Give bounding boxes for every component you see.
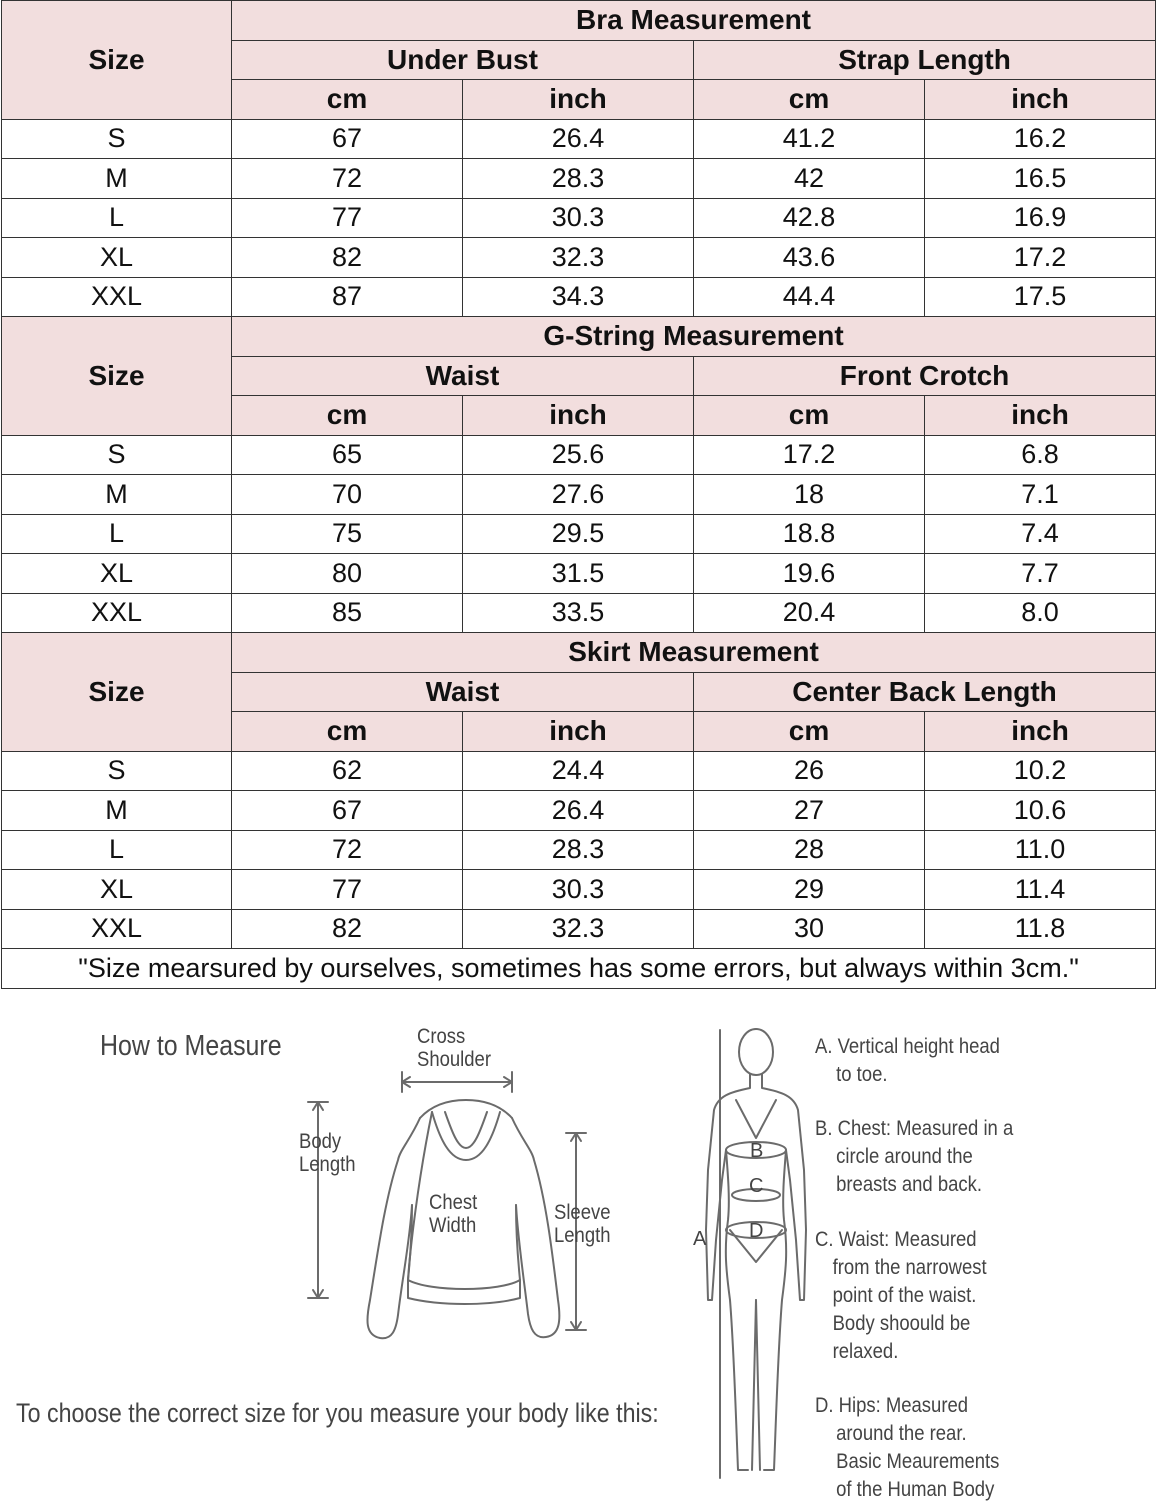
value-cell: 62 [232, 751, 463, 791]
value-cell: 32.3 [463, 238, 694, 278]
group-header: Front Crotch [694, 356, 1156, 396]
description-c [815, 1226, 1026, 1366]
description-line: D. Hips: Measured [815, 1394, 969, 1417]
value-cell: 75 [232, 514, 463, 554]
unit-header: inch [925, 80, 1156, 120]
description-b [815, 1115, 1026, 1199]
table-row [2, 751, 1156, 791]
value-cell: 80 [232, 554, 463, 594]
unit-header: cm [694, 80, 925, 120]
value-cell: 42.8 [694, 198, 925, 238]
description-line: circle around the [836, 1145, 973, 1168]
value-cell: 34.3 [463, 277, 694, 317]
unit-header: inch [463, 712, 694, 752]
unit-header: inch [463, 80, 694, 120]
size-cell: S [2, 435, 232, 475]
value-cell: 77 [232, 870, 463, 910]
size-cell: XL [2, 870, 232, 910]
cross-shoulder-label-line: Shoulder [417, 1048, 491, 1071]
body-length-label [299, 1130, 356, 1176]
description-line: Body shoould be [832, 1312, 971, 1335]
chest-width-label-line: Chest [429, 1191, 478, 1214]
value-cell: 16.5 [925, 159, 1156, 199]
unit-header: cm [694, 396, 925, 436]
value-cell: 18.8 [694, 514, 925, 554]
section-title: Skirt Measurement [232, 633, 1156, 673]
description-line: Basic Meaurements [836, 1450, 1000, 1473]
value-cell: 29.5 [463, 514, 694, 554]
size-cell: M [2, 159, 232, 199]
description-line: relaxed. [832, 1340, 899, 1363]
value-cell: 17.5 [925, 277, 1156, 317]
value-cell: 30.3 [463, 198, 694, 238]
value-cell: 70 [232, 475, 463, 515]
table-row [2, 119, 1156, 159]
size-cell: XXL [2, 909, 232, 949]
unit-header: cm [232, 396, 463, 436]
unit-header: inch [925, 712, 1156, 752]
group-header: Waist [232, 672, 694, 712]
how-to-measure-heading: How to Measure [100, 1030, 282, 1062]
body-letter-a: A [693, 1228, 707, 1250]
value-cell: 42 [694, 159, 925, 199]
section-title-row [2, 317, 1156, 357]
value-cell: 7.4 [925, 514, 1156, 554]
value-cell: 16.9 [925, 198, 1156, 238]
chest-width-label-line: Width [429, 1214, 477, 1237]
table-row [2, 514, 1156, 554]
value-cell: 27.6 [463, 475, 694, 515]
table-row [2, 554, 1156, 594]
size-chart-table [1, 0, 1156, 989]
size-header: Size [2, 317, 232, 436]
value-cell: 82 [232, 238, 463, 278]
description-line: from the narrowest [832, 1256, 987, 1279]
value-cell: 6.8 [925, 435, 1156, 475]
size-header: Size [2, 633, 232, 752]
size-cell: XXL [2, 593, 232, 633]
value-cell: 72 [232, 159, 463, 199]
value-cell: 26.4 [463, 791, 694, 831]
table-row [2, 830, 1156, 870]
value-cell: 26 [694, 751, 925, 791]
description-line: around the rear. [836, 1422, 967, 1445]
sleeve-length-label-line: Length [554, 1224, 611, 1247]
group-header: Waist [232, 356, 694, 396]
body-length-label-line: Length [299, 1153, 356, 1176]
value-cell: 18 [694, 475, 925, 515]
description-line: breasts and back. [836, 1173, 982, 1196]
body-letter-d: D [749, 1220, 764, 1242]
value-cell: 31.5 [463, 554, 694, 594]
body-length-label-line: Body [299, 1130, 342, 1153]
value-cell: 72 [232, 830, 463, 870]
body-letter-c: C [749, 1175, 764, 1197]
value-cell: 41.2 [694, 119, 925, 159]
value-cell: 28.3 [463, 830, 694, 870]
value-cell: 7.7 [925, 554, 1156, 594]
cross-shoulder-label [417, 1025, 491, 1071]
size-cell: L [2, 830, 232, 870]
value-cell: 24.4 [463, 751, 694, 791]
value-cell: 65 [232, 435, 463, 475]
table-row [2, 791, 1156, 831]
section-title-row [2, 1, 1156, 41]
size-note: "Size mearsured by ourselves, sometimes has some errors, but always within 3cm." [2, 949, 1156, 989]
choose-size-instruction: To choose the correct size for you measure your body like this: [16, 1398, 659, 1428]
value-cell: 43.6 [694, 238, 925, 278]
size-cell: S [2, 119, 232, 159]
value-cell: 82 [232, 909, 463, 949]
description-line: B. Chest: Measured in a [815, 1117, 1014, 1140]
value-cell: 17.2 [925, 238, 1156, 278]
value-cell: 33.5 [463, 593, 694, 633]
value-cell: 87 [232, 277, 463, 317]
value-cell: 8.0 [925, 593, 1156, 633]
unit-header: inch [463, 396, 694, 436]
size-cell: L [2, 198, 232, 238]
section-title-row [2, 633, 1156, 673]
value-cell: 26.4 [463, 119, 694, 159]
value-cell: 30 [694, 909, 925, 949]
section-title: Bra Measurement [232, 1, 1156, 41]
value-cell: 67 [232, 791, 463, 831]
table-row [2, 909, 1156, 949]
table-row [2, 870, 1156, 910]
group-header: Under Bust [232, 40, 694, 80]
value-cell: 44.4 [694, 277, 925, 317]
value-cell: 32.3 [463, 909, 694, 949]
value-cell: 85 [232, 593, 463, 633]
how-to-measure-panel [0, 1000, 1157, 1500]
group-header: Center Back Length [694, 672, 1156, 712]
body-letter-b: B [750, 1140, 764, 1162]
description-line: of the Human Body [836, 1478, 995, 1501]
table-row [2, 159, 1156, 199]
description-a [815, 1033, 1026, 1089]
value-cell: 7.1 [925, 475, 1156, 515]
value-cell: 10.2 [925, 751, 1156, 791]
note-row [2, 949, 1156, 989]
value-cell: 19.6 [694, 554, 925, 594]
body-figure-icon [706, 1029, 806, 1478]
sleeve-length-label-line: Sleeve [554, 1201, 611, 1224]
table-row [2, 277, 1156, 317]
value-cell: 11.0 [925, 830, 1156, 870]
cross-shoulder-label-line: Cross [417, 1025, 466, 1048]
size-cell: S [2, 751, 232, 791]
value-cell: 11.4 [925, 870, 1156, 910]
value-cell: 10.6 [925, 791, 1156, 831]
unit-header: cm [232, 712, 463, 752]
table-row [2, 198, 1156, 238]
sleeve-length-label [554, 1201, 611, 1247]
size-cell: L [2, 514, 232, 554]
size-cell: M [2, 475, 232, 515]
description-line: C. Waist: Measured [815, 1228, 977, 1251]
value-cell: 25.6 [463, 435, 694, 475]
value-cell: 16.2 [925, 119, 1156, 159]
table-row [2, 435, 1156, 475]
value-cell: 27 [694, 791, 925, 831]
size-header: Size [2, 1, 232, 120]
description-line: point of the waist. [832, 1284, 977, 1307]
value-cell: 77 [232, 198, 463, 238]
unit-header: cm [232, 80, 463, 120]
value-cell: 67 [232, 119, 463, 159]
unit-header: inch [925, 396, 1156, 436]
table-row [2, 593, 1156, 633]
description-line: A. Vertical height head [815, 1035, 1000, 1058]
value-cell: 20.4 [694, 593, 925, 633]
group-header: Strap Length [694, 40, 1156, 80]
chest-width-label [429, 1191, 477, 1237]
size-cell: XXL [2, 277, 232, 317]
unit-header: cm [694, 712, 925, 752]
description-line: to toe. [836, 1063, 888, 1086]
size-cell: XL [2, 554, 232, 594]
size-cell: XL [2, 238, 232, 278]
value-cell: 28 [694, 830, 925, 870]
table-row [2, 475, 1156, 515]
value-cell: 30.3 [463, 870, 694, 910]
value-cell: 29 [694, 870, 925, 910]
section-title: G-String Measurement [232, 317, 1156, 357]
value-cell: 28.3 [463, 159, 694, 199]
description-d [815, 1392, 1026, 1504]
size-cell: M [2, 791, 232, 831]
value-cell: 11.8 [925, 909, 1156, 949]
value-cell: 17.2 [694, 435, 925, 475]
table-row [2, 238, 1156, 278]
